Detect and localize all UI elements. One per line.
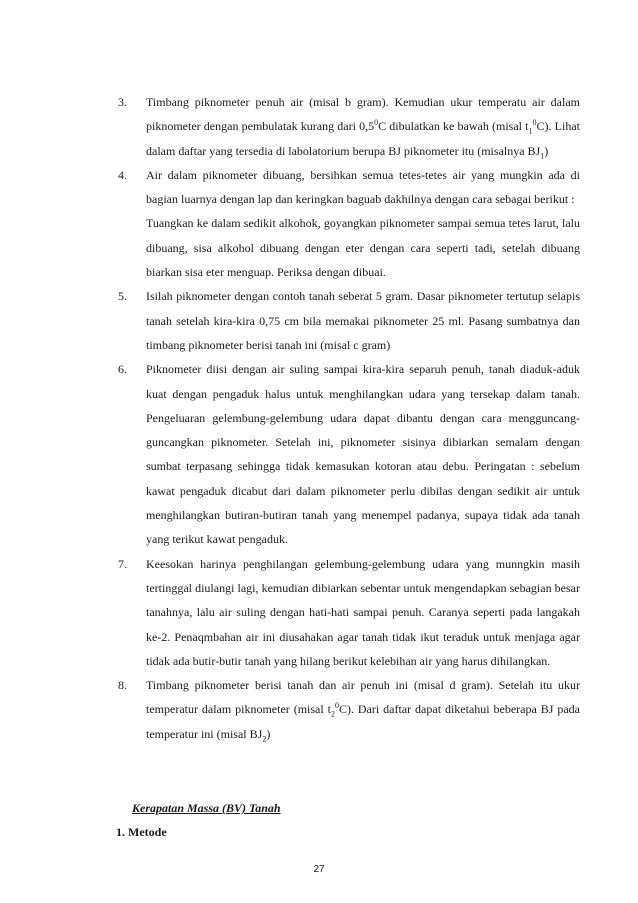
step-paragraph bbox=[146, 284, 580, 357]
text-run: C). Dari daftar dapat diketahui beberapa BJ pada temperatur ini (misal BJ bbox=[146, 702, 580, 741]
text-run: ) bbox=[544, 143, 549, 158]
procedure-steps bbox=[118, 90, 580, 746]
step-paragraph bbox=[146, 211, 580, 284]
procedure-step bbox=[118, 90, 580, 163]
procedure-step bbox=[118, 284, 580, 357]
step-paragraph bbox=[146, 90, 580, 163]
step-number: 3. bbox=[118, 95, 127, 109]
text-run: ) bbox=[266, 726, 271, 741]
section-title: Kerapatan Massa (BV) Tanah bbox=[132, 801, 281, 815]
step-paragraph bbox=[146, 552, 580, 673]
text-run: Timbang piknometer penuh air (misal b gram). Kemudian ukur temperatu air dalam piknometer dengan pembulatak kurang dari 0,5 bbox=[146, 95, 580, 134]
text-run: Tuangkan ke dalam sedikit alkohok, goyangkan piknometer sampai semua tetes larut, lalu dibuang, sisa alkohol dibuang dengan eter dengan cara seperti tadi, setelah dibuang biarkan sisa eter menguap. Periksa dengan dibuai. bbox=[146, 216, 580, 280]
procedure-step bbox=[118, 673, 580, 746]
subscript: 1 bbox=[528, 126, 533, 136]
superscript: 0 bbox=[532, 118, 537, 128]
step-number: 6. bbox=[118, 362, 127, 377]
text-run: Timbang piknometer berisi tanah dan air penuh ini (misal d gram). Setelah itu ukur temperatur dalam piknometer (misal t bbox=[146, 678, 580, 717]
text-run: C dibulatkan ke bawah (misal t bbox=[378, 119, 529, 134]
text-run: Isilah piknometer dengan contoh tanah seberat 5 gram. Dasar piknometer tertutup selapis tanah setelah kira-kira 0,75 cm bila memakai piknometer 25 ml. Pasang sumbatnya dan timbang piknometer berisi tanah ini (misal c gram) bbox=[146, 289, 580, 352]
subheading-metode: 1. Metode bbox=[116, 825, 167, 839]
step-number: 5. bbox=[118, 289, 127, 304]
superscript: 0 bbox=[334, 701, 339, 711]
step-paragraph bbox=[146, 357, 580, 551]
procedure-step bbox=[118, 163, 580, 284]
step-number: 7. bbox=[118, 556, 127, 571]
text-run: Keesokan harinya penghilangan gelembung-gelembung udara yang munngkin masih tertinggal diulangi lagi, kemudian dibiarkan sebentar untuk mengendapkan sebagian besar tanahnya, lalu air suling dengan hati-hati sampai penuh. Caranya seperti pada langakah ke-2. Penaqmbahan air ini diusahakan agar tanah tidak ikut teraduk untuk menjaga agar tidak ada butir-butir tanah yang hilang berikut kelebihan air yang harus dihilangkan. bbox=[146, 556, 580, 668]
text-run: Air dalam piknometer dibuang, bersihkan semua tetes-tetes air yang mungkin ada di bagian luarnya dengan lap dan keringkan baguab dakhilnya dengan cara sebagai berikut : bbox=[146, 167, 580, 207]
step-paragraph bbox=[146, 163, 580, 212]
subscript: 1 bbox=[540, 150, 545, 160]
step-paragraph bbox=[146, 673, 580, 746]
subscript: 2 bbox=[330, 709, 335, 719]
text-run: Piknometer diisi dengan air suling sampai kira-kira separuh penuh, tanah diaduk-aduk kuat dengan pengaduk halus untuk menghilangkan udara yang tersekap dalam tanah. Pengeluaran gelembung-gelembung udara dapat dibantu dengan cara mengguncang-guncangkan piknometer. Setelah ini, piknometer sisinya dibiarkan semalam dengan sumbat terpasang sehingga tidak kemasukan kotoran atau debu. Peringatan : sebelum kawat pengaduk dicabut dari dalam piknometer perlu dibilas dengan sedikit air untuk menghilangkan butiran-butiran tanah yang menempel padanya, supaya tidak ada tanah yang terikut kawat pengaduk. bbox=[146, 362, 580, 547]
procedure-step bbox=[118, 357, 580, 551]
text-run: C). Lihat dalam daftar yang tersedia di labolatorium berupa BJ piknometer itu (misalnya BJ bbox=[146, 119, 581, 158]
page-number: 27 bbox=[313, 864, 325, 875]
superscript: 0 bbox=[374, 118, 379, 128]
procedure-step bbox=[118, 552, 580, 673]
subscript: 2 bbox=[262, 734, 267, 744]
step-number: 8. bbox=[118, 678, 127, 693]
step-number: 4. bbox=[118, 167, 127, 182]
